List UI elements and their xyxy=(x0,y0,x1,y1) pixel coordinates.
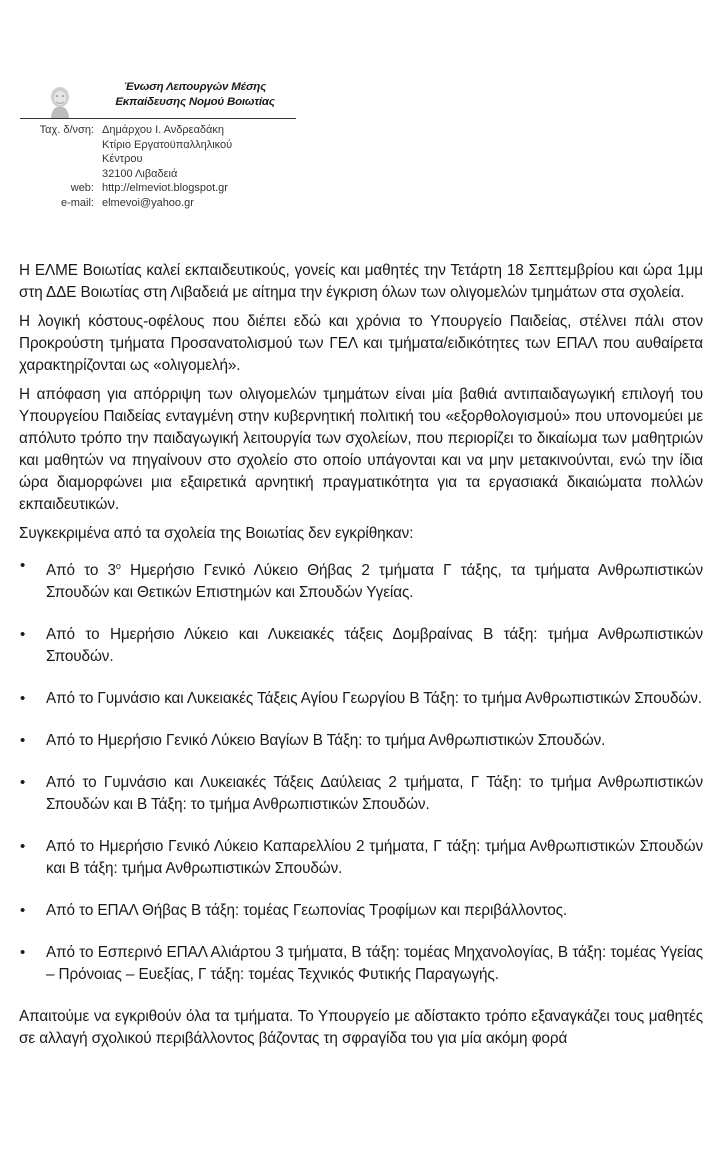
list-item xyxy=(19,942,703,986)
contact-label xyxy=(0,138,102,153)
header-divider xyxy=(20,118,296,119)
bullet-icon: • xyxy=(20,732,26,749)
bullet-icon: • xyxy=(20,944,26,961)
list-item xyxy=(19,730,703,752)
contact-address-line xyxy=(0,167,232,182)
list-item-text: Από το Εσπερινό ΕΠΑΛ Αλιάρτου 3 τμήματα, Β τάξη: τομέας Μηχανολογίας, Β τάξη: τομέας Υγείας – Πρόνοιας – Ευεξίας, Γ τάξη: τομέας Τεχνικός Φυτικής Παραγωγής. xyxy=(46,944,703,983)
list-item-text: Από το Ημερήσιο Λύκειο και Λυκειακές τάξεις Δομβραίνας Β τάξη: τμήμα Ανθρωπιστικών Σπουδών. xyxy=(46,626,703,665)
bust-statue-icon xyxy=(47,86,73,118)
list-item xyxy=(19,772,703,816)
list-item-text: Από το Γυμνάσιο και Λυκειακές Τάξεις Αγίου Γεωργίου Β Τάξη: το τμήμα Ανθρωπιστικών Σπουδών. xyxy=(46,690,702,707)
bullet-icon: • xyxy=(20,626,26,643)
org-line-2: Εκπαίδευσης Νομού Βοιωτίας xyxy=(115,96,275,108)
list-item-text: Ημερήσιο Γενικό Λύκειο Θήβας 2 τμήματα Γ τάξης, τα τμήματα Ανθρωπιστικών Σπουδών και Θετικών Επιστημών και Σπουδών Υγείας. xyxy=(46,562,703,601)
org-line-1: Ένωση Λειτουργών Μέσης xyxy=(123,81,267,93)
contact-address-line xyxy=(0,152,232,167)
list-item-text: Από το Γυμνάσιο και Λυκειακές Τάξεις Δαύλειας 2 τμήματα, Γ Τάξη: το τμήμα Ανθρωπιστικών Σπουδών και Β Τάξη: το τμήμα Ανθρωπιστικών Σπουδών. xyxy=(46,774,703,813)
bullet-icon: • xyxy=(20,838,26,855)
list-item-text: Από το Ημερήσιο Γενικό Λύκειο Βαγίων Β Τάξη: το τμήμα Ανθρωπιστικών Σπουδών. xyxy=(46,732,606,749)
closing-paragraph: Απαιτούμε να εγκριθούν όλα τα τμήματα. Το Υπουργείο με αδίστακτο τρόπο εξαναγκάζει τους μαθητές σε αλλαγή σχολικού περιβάλλοντος βάζοντας τη σφραγίδα του για μία ακόμη φορά xyxy=(19,1008,703,1047)
web-link[interactable]: http://elmeviot.blogspot.gr xyxy=(102,182,228,195)
email-link[interactable]: elmevoi@yahoo.gr xyxy=(102,196,194,209)
contact-label xyxy=(0,152,102,167)
list-item xyxy=(19,688,703,710)
contact-block xyxy=(0,123,232,211)
paragraph: Η λογική κόστους-οφέλους που διέπει εδώ και χρόνια το Υπουργείο Παιδείας, στέλνει πάλι στον Προκρούστη τμήματα Προσανατολισμού των ΓΕΛ και τμήματα/ειδικότητες των ΕΠΑΛ που αυθαίρετα χαρακτηρίζονται ως «ολιγομελή». xyxy=(19,313,703,374)
paragraph: Η ΕΛΜΕ Βοιωτίας καλεί εκπαιδευτικούς, γονείς και μαθητές την Τετάρτη 18 Σεπτεμβρίου και ώρα 1μμ στη ΔΔΕ Βοιωτίας στη Λιβαδειά με αίτημα την έγκριση όλων των ολιγομελών τμημάτων στα σχολεία. xyxy=(19,262,703,301)
contact-label: e-mail: xyxy=(60,196,94,209)
list-item xyxy=(19,624,703,668)
list-item xyxy=(19,836,703,880)
list-item-text: Από το 3 xyxy=(46,562,116,579)
list-item xyxy=(19,900,703,922)
contact-label: web: xyxy=(70,182,94,195)
contact-label xyxy=(0,167,102,182)
bullet-icon: • xyxy=(20,902,26,919)
paragraph: Συγκεκριμένα από τα σχολεία της Βοιωτίας δεν εγκρίθηκαν: xyxy=(19,525,414,542)
contact-web xyxy=(0,181,232,196)
list-item-text: Από το ΕΠΑΛ Θήβας Β τάξη: τομέας Γεωπονίας Τροφίμων και περιβάλλοντος. xyxy=(46,902,568,919)
contact-email xyxy=(0,196,232,211)
contact-label: Ταχ. δ/νση: xyxy=(39,124,94,136)
contact-address-line xyxy=(0,138,232,153)
list-item xyxy=(19,555,703,604)
document-body xyxy=(19,260,703,1057)
bullet-icon: • xyxy=(20,774,26,791)
bullet-icon: • xyxy=(20,557,26,574)
contact-value: Κέντρου xyxy=(102,153,143,166)
ordinal-superscript: ο xyxy=(115,561,121,571)
list-item-text: Από το Ημερήσιο Γενικό Λύκειο Καπαρελλίου 2 τμήματα, Γ τάξη: τμήμα Ανθρωπιστικών Σπουδών και Β τάξη: τμήμα Ανθρωπιστικών Σπουδών. xyxy=(46,838,703,877)
paragraph: Η απόφαση για απόρριψη των ολιγομελών τμημάτων είναι μία βαθιά αντιπαιδαγωγική επιλογή του Υπουργείου Παιδείας ενταγμένη στην κυβερνητική πολιτική του «εξορθολογισμού» που υπονομεύει με απόλυτο τρόπο την παιδαγωγική λειτουργία των σχολείων, που περιορίζει το δικαίωμα των μαθητριών και μαθητών να πηγαίνουν στο σχολείο στο οποίο υπάγονται και να μην μετακινούνται, ενώ την ίδια ώρα διαμορφώνει μια εξαιρετικά αρνητική πραγματικότητα για τα εργασιακά δικαιώματα πολλών εκπαιδευτικών. xyxy=(19,386,703,513)
contact-value: Κτίριο Εργατοϋπαλληλικού xyxy=(102,138,233,151)
organization-name xyxy=(110,80,280,110)
contact-value: 32100 Λιβαδειά xyxy=(102,167,178,180)
rejected-classes-list xyxy=(19,555,703,986)
contact-address xyxy=(0,123,232,138)
letterhead xyxy=(0,0,720,230)
bullet-icon: • xyxy=(20,690,26,707)
contact-value: Δημάρχου Ι. Ανδρεαδάκη xyxy=(102,124,225,136)
